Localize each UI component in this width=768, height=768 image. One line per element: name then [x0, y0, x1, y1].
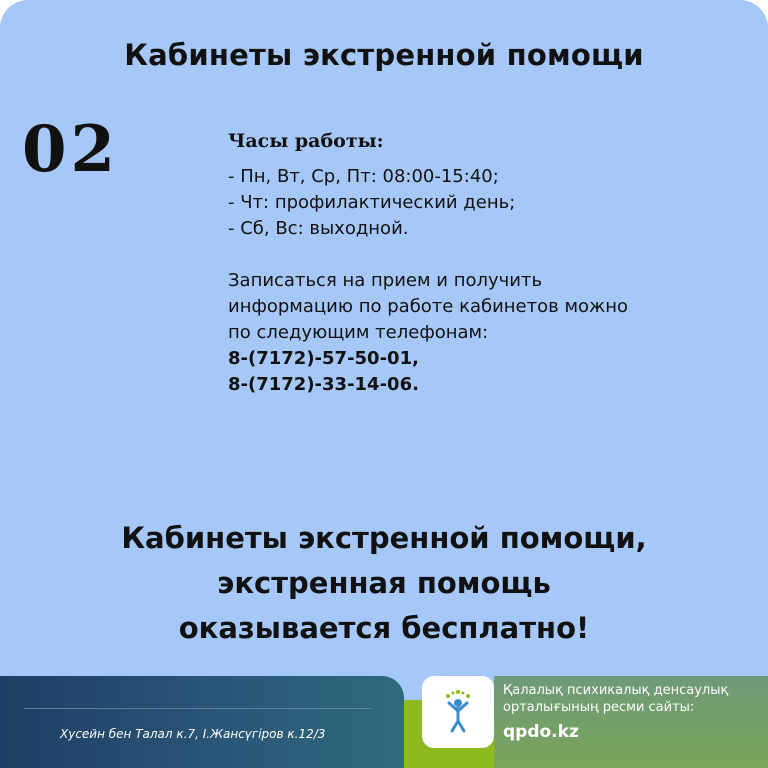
spacer: [228, 242, 748, 268]
footer-address-band: [0, 676, 404, 768]
contact-line: Записаться на прием и получить: [228, 270, 543, 291]
hours-line: - Сб, Вс: выходной.: [228, 218, 409, 239]
logo-figure-icon: [436, 687, 480, 737]
cta-line: Кабинеты экстренной помощи,: [121, 521, 647, 555]
cta-line: оказывается бесплатно!: [178, 611, 590, 645]
hours-title: Часы работы:: [228, 130, 384, 152]
address-text: Хусейн бен Талал к.7, І.Жансүгіров к.12/3: [60, 727, 326, 741]
mental-health-center-logo-icon: [422, 676, 494, 748]
footer-divider: [24, 708, 372, 709]
contact-line: информацию по работе кабинетов можно: [228, 296, 629, 317]
website-link[interactable]: qpdo.kz: [503, 722, 579, 742]
contact-line: по следующим телефонам:: [228, 322, 489, 343]
hours-line: - Пн, Вт, Ср, Пт: 08:00-15:40;: [228, 166, 499, 187]
phone-number: 8-(7172)-57-50-01,: [228, 348, 419, 369]
website-tagline: Қалалық психикалық денсаулық орталығының ресми сайты:: [503, 683, 729, 715]
info-block: [228, 130, 748, 398]
page-title: Кабинеты экстренной помощи: [124, 38, 644, 72]
call-to-action: [0, 516, 768, 651]
hours-line: - Чт: профилактический день;: [228, 192, 516, 213]
cta-line: экстренная помощь: [217, 566, 551, 600]
section-number: 02: [22, 112, 120, 187]
phone-number: 8-(7172)-33-14-06.: [228, 374, 419, 395]
